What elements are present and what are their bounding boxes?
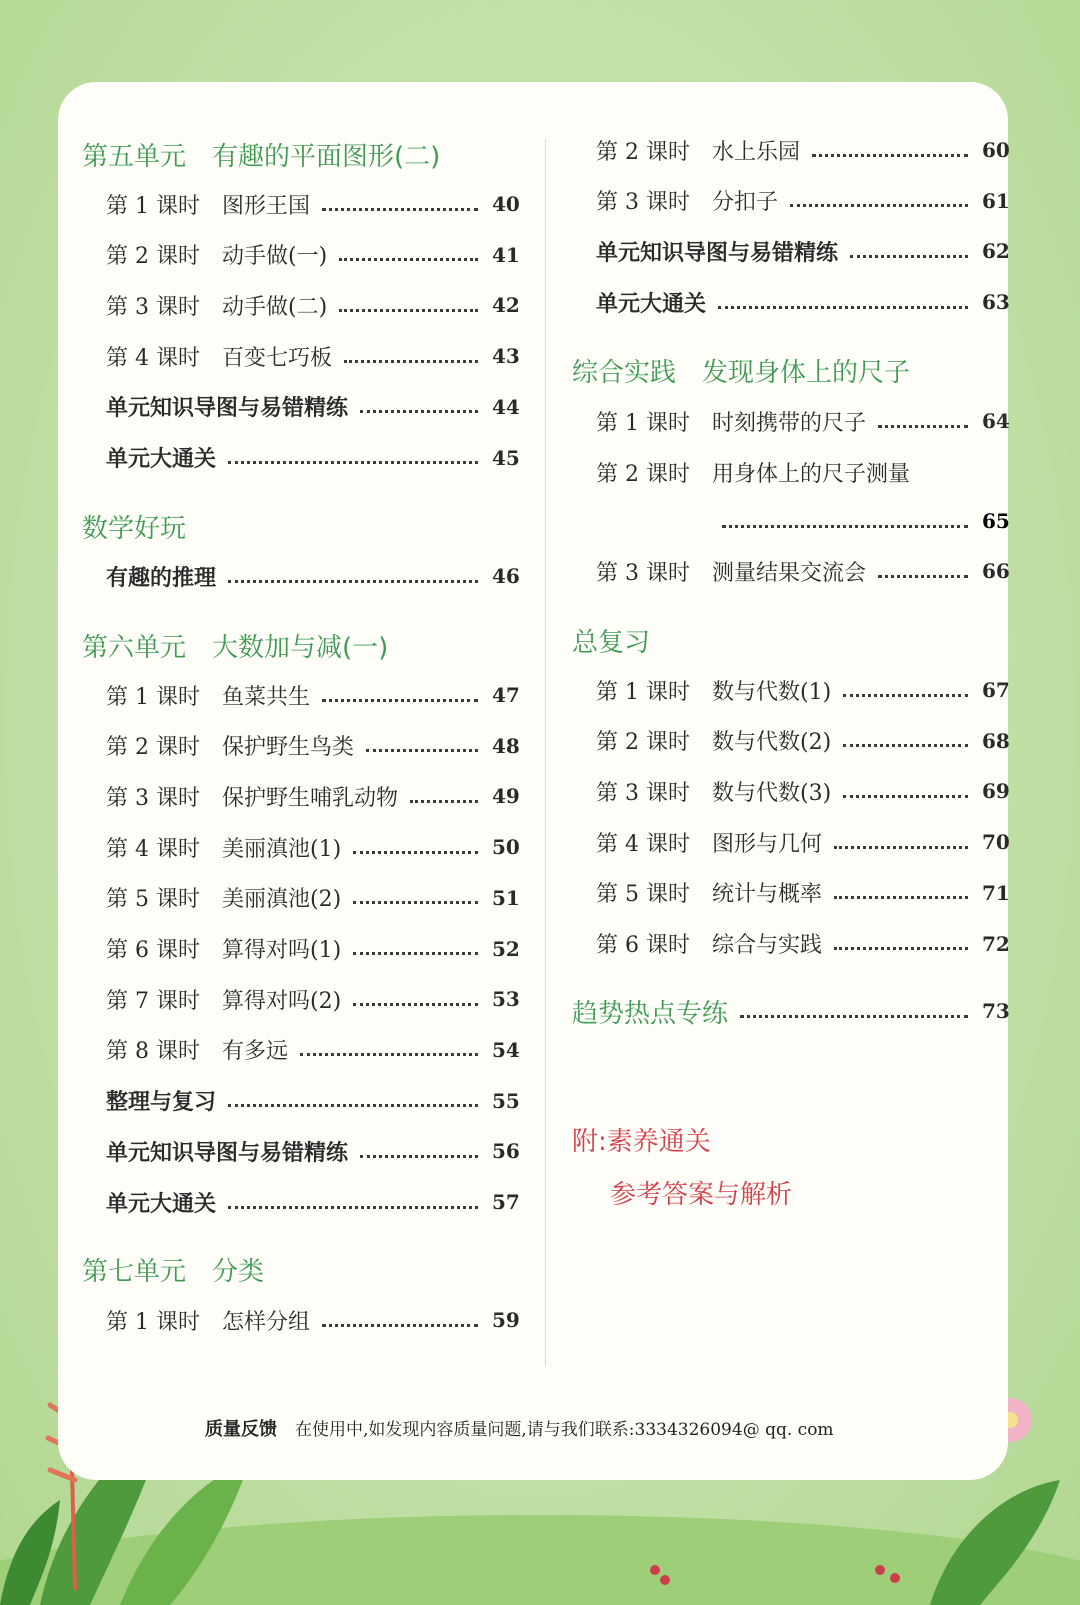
toc-entry[interactable] — [106, 1186, 518, 1218]
appendix-heading: 附:素养通关 — [572, 1127, 711, 1157]
entry-title: 测量结果交流会 — [712, 560, 867, 586]
section-heading: 第六单元 — [82, 633, 187, 663]
dot-leader — [353, 1003, 478, 1006]
dot-leader — [228, 461, 478, 464]
section-subtitle: 发现身体上的尺子 — [702, 358, 911, 388]
page-number: 62 — [982, 239, 1010, 264]
section-heading: 总复习 — [572, 628, 651, 658]
entry-title: 整理与复习 — [106, 1090, 217, 1116]
toc-entry[interactable] — [106, 442, 518, 474]
page-number: 67 — [982, 678, 1010, 702]
lesson-number: 第 2 课时 — [106, 244, 200, 270]
page-number: 42 — [492, 293, 520, 318]
toc-entry[interactable] — [106, 730, 518, 762]
page-number: 68 — [982, 728, 1010, 753]
entry-title: 动手做(二) — [222, 294, 328, 320]
entry-title: 综合与实践 — [712, 933, 823, 958]
dot-leader — [722, 525, 968, 528]
page-number: 71 — [982, 880, 1010, 905]
feedback-label: 质量反馈 — [205, 1419, 277, 1440]
entry-title: 算得对吗(2) — [222, 988, 342, 1014]
dot-leader — [878, 425, 968, 428]
toc-entry[interactable] — [106, 1135, 518, 1167]
toc-entry[interactable] — [106, 340, 518, 372]
lesson-number: 第 6 课时 — [106, 938, 200, 963]
lesson-number: 第 4 课时 — [596, 831, 690, 857]
dot-leader — [228, 1104, 478, 1107]
entry-title: 单元知识导图与易错精练 — [106, 1140, 349, 1166]
lesson-number: 第 3 课时 — [596, 780, 690, 806]
page-number: 65 — [982, 509, 1010, 533]
toc-entry[interactable] — [106, 679, 518, 711]
toc-entry[interactable] — [106, 1304, 518, 1336]
toc-entry[interactable] — [596, 725, 1008, 757]
toc-entry[interactable] — [106, 831, 518, 863]
dot-leader — [360, 410, 478, 413]
trend-heading: 趋势热点专练 — [572, 998, 729, 1029]
page-number: 50 — [492, 835, 520, 860]
entry-title: 统计与概率 — [712, 882, 823, 908]
dot-leader — [834, 896, 968, 899]
dot-leader — [360, 1155, 478, 1158]
toc-entry[interactable] — [106, 289, 518, 321]
toc-entry[interactable] — [596, 775, 1008, 807]
lesson-number: 第 2 课时 — [596, 461, 690, 487]
lesson-number: 第 2 课时 — [596, 139, 690, 165]
entry-title: 单元大通关 — [106, 447, 217, 472]
page-number: 57 — [492, 1190, 520, 1214]
toc-entry-continuation — [722, 505, 1008, 537]
toc-entry[interactable] — [596, 235, 1008, 267]
page-number: 46 — [492, 564, 520, 588]
toc-entry[interactable] — [106, 882, 518, 914]
toc-entry[interactable] — [106, 933, 518, 965]
dot-leader — [353, 851, 478, 854]
lesson-number: 第 8 课时 — [106, 1039, 200, 1065]
entry-title: 保护野生鸟类 — [222, 735, 355, 761]
dot-leader — [878, 575, 968, 578]
page-number: 54 — [492, 1037, 520, 1062]
lesson-number: 第 5 课时 — [106, 887, 200, 913]
page-number: 55 — [492, 1088, 520, 1113]
toc-entry[interactable] — [596, 456, 1008, 488]
dot-leader — [322, 1324, 478, 1327]
page-number: 45 — [492, 445, 520, 470]
section-subtitle: 大数加与减(一) — [212, 633, 389, 663]
section-heading: 第七单元 — [82, 1257, 187, 1287]
column-divider — [545, 140, 546, 1365]
dot-leader — [322, 208, 478, 211]
toc-entry[interactable] — [106, 188, 518, 220]
entry-title: 有多远 — [222, 1039, 289, 1065]
lesson-number: 第 5 课时 — [596, 882, 690, 908]
entry-title: 水上乐园 — [712, 139, 801, 165]
section-subtitle: 有趣的平面图形(二) — [212, 142, 441, 172]
section-heading: 综合实践 — [572, 358, 677, 388]
entry-title: 有趣的推理 — [106, 565, 217, 591]
lesson-number: 第 1 课时 — [106, 193, 200, 219]
entry-title: 数与代数(2) — [712, 730, 832, 756]
lesson-number: 第 4 课时 — [106, 345, 200, 371]
dot-leader — [353, 952, 478, 955]
unit7-heading — [82, 1251, 264, 1288]
lesson-number: 第 1 课时 — [596, 679, 690, 705]
page-number: 40 — [492, 192, 520, 216]
dot-leader — [300, 1053, 478, 1056]
page-number: 72 — [982, 931, 1010, 956]
fun-heading — [82, 508, 186, 545]
dot-leader — [740, 1015, 968, 1018]
dot-leader — [339, 258, 478, 261]
dot-leader — [718, 306, 968, 309]
lesson-number: 第 1 课时 — [106, 684, 200, 710]
page-number: 53 — [492, 987, 520, 1012]
entry-title: 鱼菜共生 — [222, 684, 311, 710]
page-number: 51 — [492, 885, 520, 910]
toc-entry[interactable] — [596, 928, 1008, 960]
toc-entry[interactable] — [106, 1085, 518, 1117]
lesson-number: 第 2 课时 — [106, 735, 200, 761]
dot-leader — [843, 795, 968, 798]
page-number: 43 — [492, 344, 520, 369]
page-number: 61 — [982, 188, 1010, 213]
page-number: 41 — [492, 242, 520, 267]
page-number: 70 — [982, 830, 1010, 855]
dot-leader — [228, 1206, 478, 1209]
lesson-number: 第 3 课时 — [106, 294, 200, 320]
toc-entry[interactable] — [106, 983, 518, 1015]
page-number: 48 — [492, 733, 520, 758]
dot-leader — [850, 255, 968, 258]
entry-title: 美丽滇池(1) — [222, 836, 342, 862]
page-number: 69 — [982, 779, 1010, 804]
dot-leader — [366, 749, 478, 752]
entry-title: 百变七巧板 — [222, 345, 333, 371]
entry-title: 数与代数(1) — [712, 679, 832, 705]
page-number: 66 — [982, 559, 1010, 583]
page-number: 63 — [982, 290, 1010, 315]
entry-title: 保护野生哺乳动物 — [222, 785, 399, 811]
entry-title: 单元大通关 — [106, 1191, 217, 1217]
dot-leader — [790, 204, 968, 207]
dot-leader — [812, 154, 968, 157]
toc-entry[interactable] — [106, 391, 518, 423]
quality-feedback — [205, 1415, 834, 1441]
toc-entry[interactable] — [596, 405, 1008, 437]
section-subtitle: 分类 — [212, 1257, 265, 1287]
dot-leader — [322, 699, 478, 702]
entry-title: 美丽滇池(2) — [222, 887, 342, 913]
dot-leader — [344, 360, 478, 363]
dot-leader — [843, 694, 968, 697]
entry-title: 单元知识导图与易错精练 — [106, 396, 349, 422]
dot-leader — [410, 800, 478, 803]
entry-title: 算得对吗(1) — [222, 938, 342, 963]
toc-entry[interactable] — [596, 877, 1008, 909]
entry-title: 图形王国 — [222, 193, 311, 219]
toc-entry[interactable] — [106, 560, 518, 592]
practice-heading — [572, 352, 910, 389]
section-heading: 第五单元 — [82, 142, 187, 172]
entry-title: 分扣子 — [712, 190, 779, 216]
toc-entry[interactable] — [596, 286, 1008, 318]
toc-entry[interactable] — [596, 134, 1008, 166]
page-number: 64 — [982, 409, 1010, 433]
page-number: 73 — [982, 999, 1010, 1023]
dot-leader — [834, 947, 968, 950]
lesson-number: 第 1 课时 — [106, 1309, 200, 1335]
page-number: 59 — [492, 1308, 520, 1332]
lesson-number: 第 4 课时 — [106, 836, 200, 862]
toc-entry[interactable] — [106, 239, 518, 271]
dot-leader — [834, 846, 968, 849]
entry-title: 时刻携带的尺子 — [712, 410, 867, 436]
toc-entry[interactable] — [596, 674, 1008, 706]
entry-title: 单元知识导图与易错精练 — [596, 240, 839, 266]
page-number: 60 — [982, 138, 1010, 162]
dot-leader — [353, 901, 478, 904]
toc-entry[interactable] — [596, 826, 1008, 858]
lesson-number: 第 6 课时 — [596, 933, 690, 958]
page-number: 52 — [492, 936, 520, 961]
answers-link[interactable]: 参考答案与解析 — [610, 1180, 793, 1210]
toc-entry[interactable] — [106, 780, 518, 812]
lesson-number: 第 3 课时 — [596, 190, 690, 216]
feedback-text: 在使用中,如发现内容质量问题,请与我们联系:3334326094@ qq. com — [295, 1420, 834, 1440]
entry-title: 数与代数(3) — [712, 780, 832, 806]
page-number: 56 — [492, 1139, 520, 1164]
page-number: 49 — [492, 784, 520, 809]
entry-title: 怎样分组 — [222, 1309, 311, 1335]
lesson-number: 第 7 课时 — [106, 988, 200, 1014]
toc-entry[interactable] — [106, 1034, 518, 1066]
toc-entry[interactable] — [596, 555, 1008, 587]
unit5-heading — [82, 136, 440, 173]
page-number: 44 — [492, 394, 520, 419]
entry-title: 图形与几何 — [712, 831, 823, 857]
dot-leader — [339, 309, 478, 312]
unit6-heading — [82, 627, 388, 664]
section-heading: 数学好玩 — [82, 514, 187, 544]
review-heading — [572, 622, 650, 659]
dot-leader — [228, 580, 478, 583]
entry-title: 动手做(一) — [222, 244, 328, 270]
lesson-number: 第 1 课时 — [596, 410, 690, 436]
dot-leader — [843, 744, 968, 747]
entry-title: 用身体上的尺子测量 — [712, 461, 911, 487]
lesson-number: 第 2 课时 — [596, 730, 690, 756]
entry-title: 单元大通关 — [596, 291, 707, 317]
lesson-number: 第 3 课时 — [106, 785, 200, 811]
lesson-number: 第 3 课时 — [596, 560, 690, 586]
toc-entry[interactable] — [596, 185, 1008, 217]
trend-entry[interactable] — [572, 995, 1008, 1027]
page-number: 47 — [492, 683, 520, 707]
